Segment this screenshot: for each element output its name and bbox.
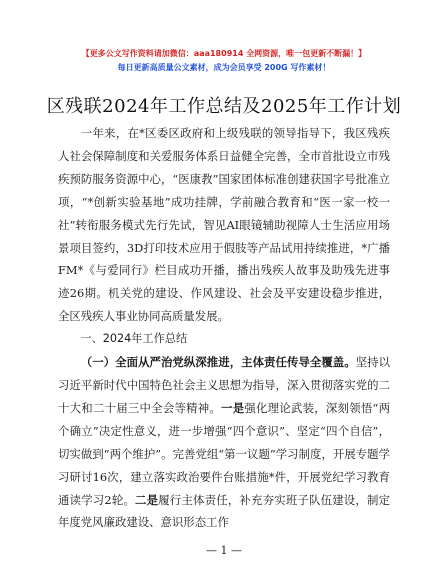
section-heading: 一、2024年工作总结 (80, 332, 188, 346)
document-body (58, 122, 390, 534)
promo-banner-line-1: 【更多公文写作资料请加微信：aaa180914 全网资源，唯一包更新不断漏！】 (81, 49, 367, 58)
subsection-heading: （一）全面从严治党纵深推进，主体责任传导全覆盖。 (80, 355, 356, 370)
subsection-text-a: 坚持以习近平新时代中国特色社会主义思想为指导，深入贯彻落实党的二十大和二十届三中全会等精神。 (58, 355, 390, 415)
lead-marker-2: 二是 (135, 492, 159, 507)
subsection-paragraph (58, 351, 390, 534)
page-number: — 1 — (206, 544, 242, 557)
document-title: 区残联2024年工作总结及2025年工作计划 (46, 96, 402, 117)
subsection-text-b: 强化理论武装，深刻领悟“两个确立”决定性意义，进一步增强“四个意识”、坚定“四个自信”，切实做到“两个维护”。完善党组“第一议题”学习制度，开展专题学习研讨16次，建立落实政治要件台账措施*件，开展党纪学习教育通读学习2轮。 (58, 400, 390, 507)
intro-paragraph: 一年来，在*区委区政府和上级残联的领导指导下，我区残疾人社会保障制度和关爱服务体系日益健全完善，全市首批设立市残疾预防服务资源中心，“医康教”国家团体标准创建获国字号批准立项，“*创新实验基地”成功挂牌，学前融合教育和“医一家一校一社”转衔服务模式先行先试，智见AI眼镜辅助视障人士生活应用场景项目签约，3D打印技术应用于假肢等产品试用持续推进，*广播FM*《与爱同行》栏目成功开播，播出残疾人故事及助残先进事迹26期。机关党的建设、作风建设、社会及平安建设稳步推进，全区残疾人事业协同高质量发展。 (58, 126, 390, 324)
subsection-text-c: 履行主体责任，补充夯实班子队伍建设，制定年度党风廉政建设、意识形态工作 (58, 492, 390, 530)
lead-marker-1: 一是 (221, 400, 245, 415)
promo-banner-line-2: 每日更新高质量公文素材，成为会员享受 200G 写作素材！ (117, 63, 331, 72)
